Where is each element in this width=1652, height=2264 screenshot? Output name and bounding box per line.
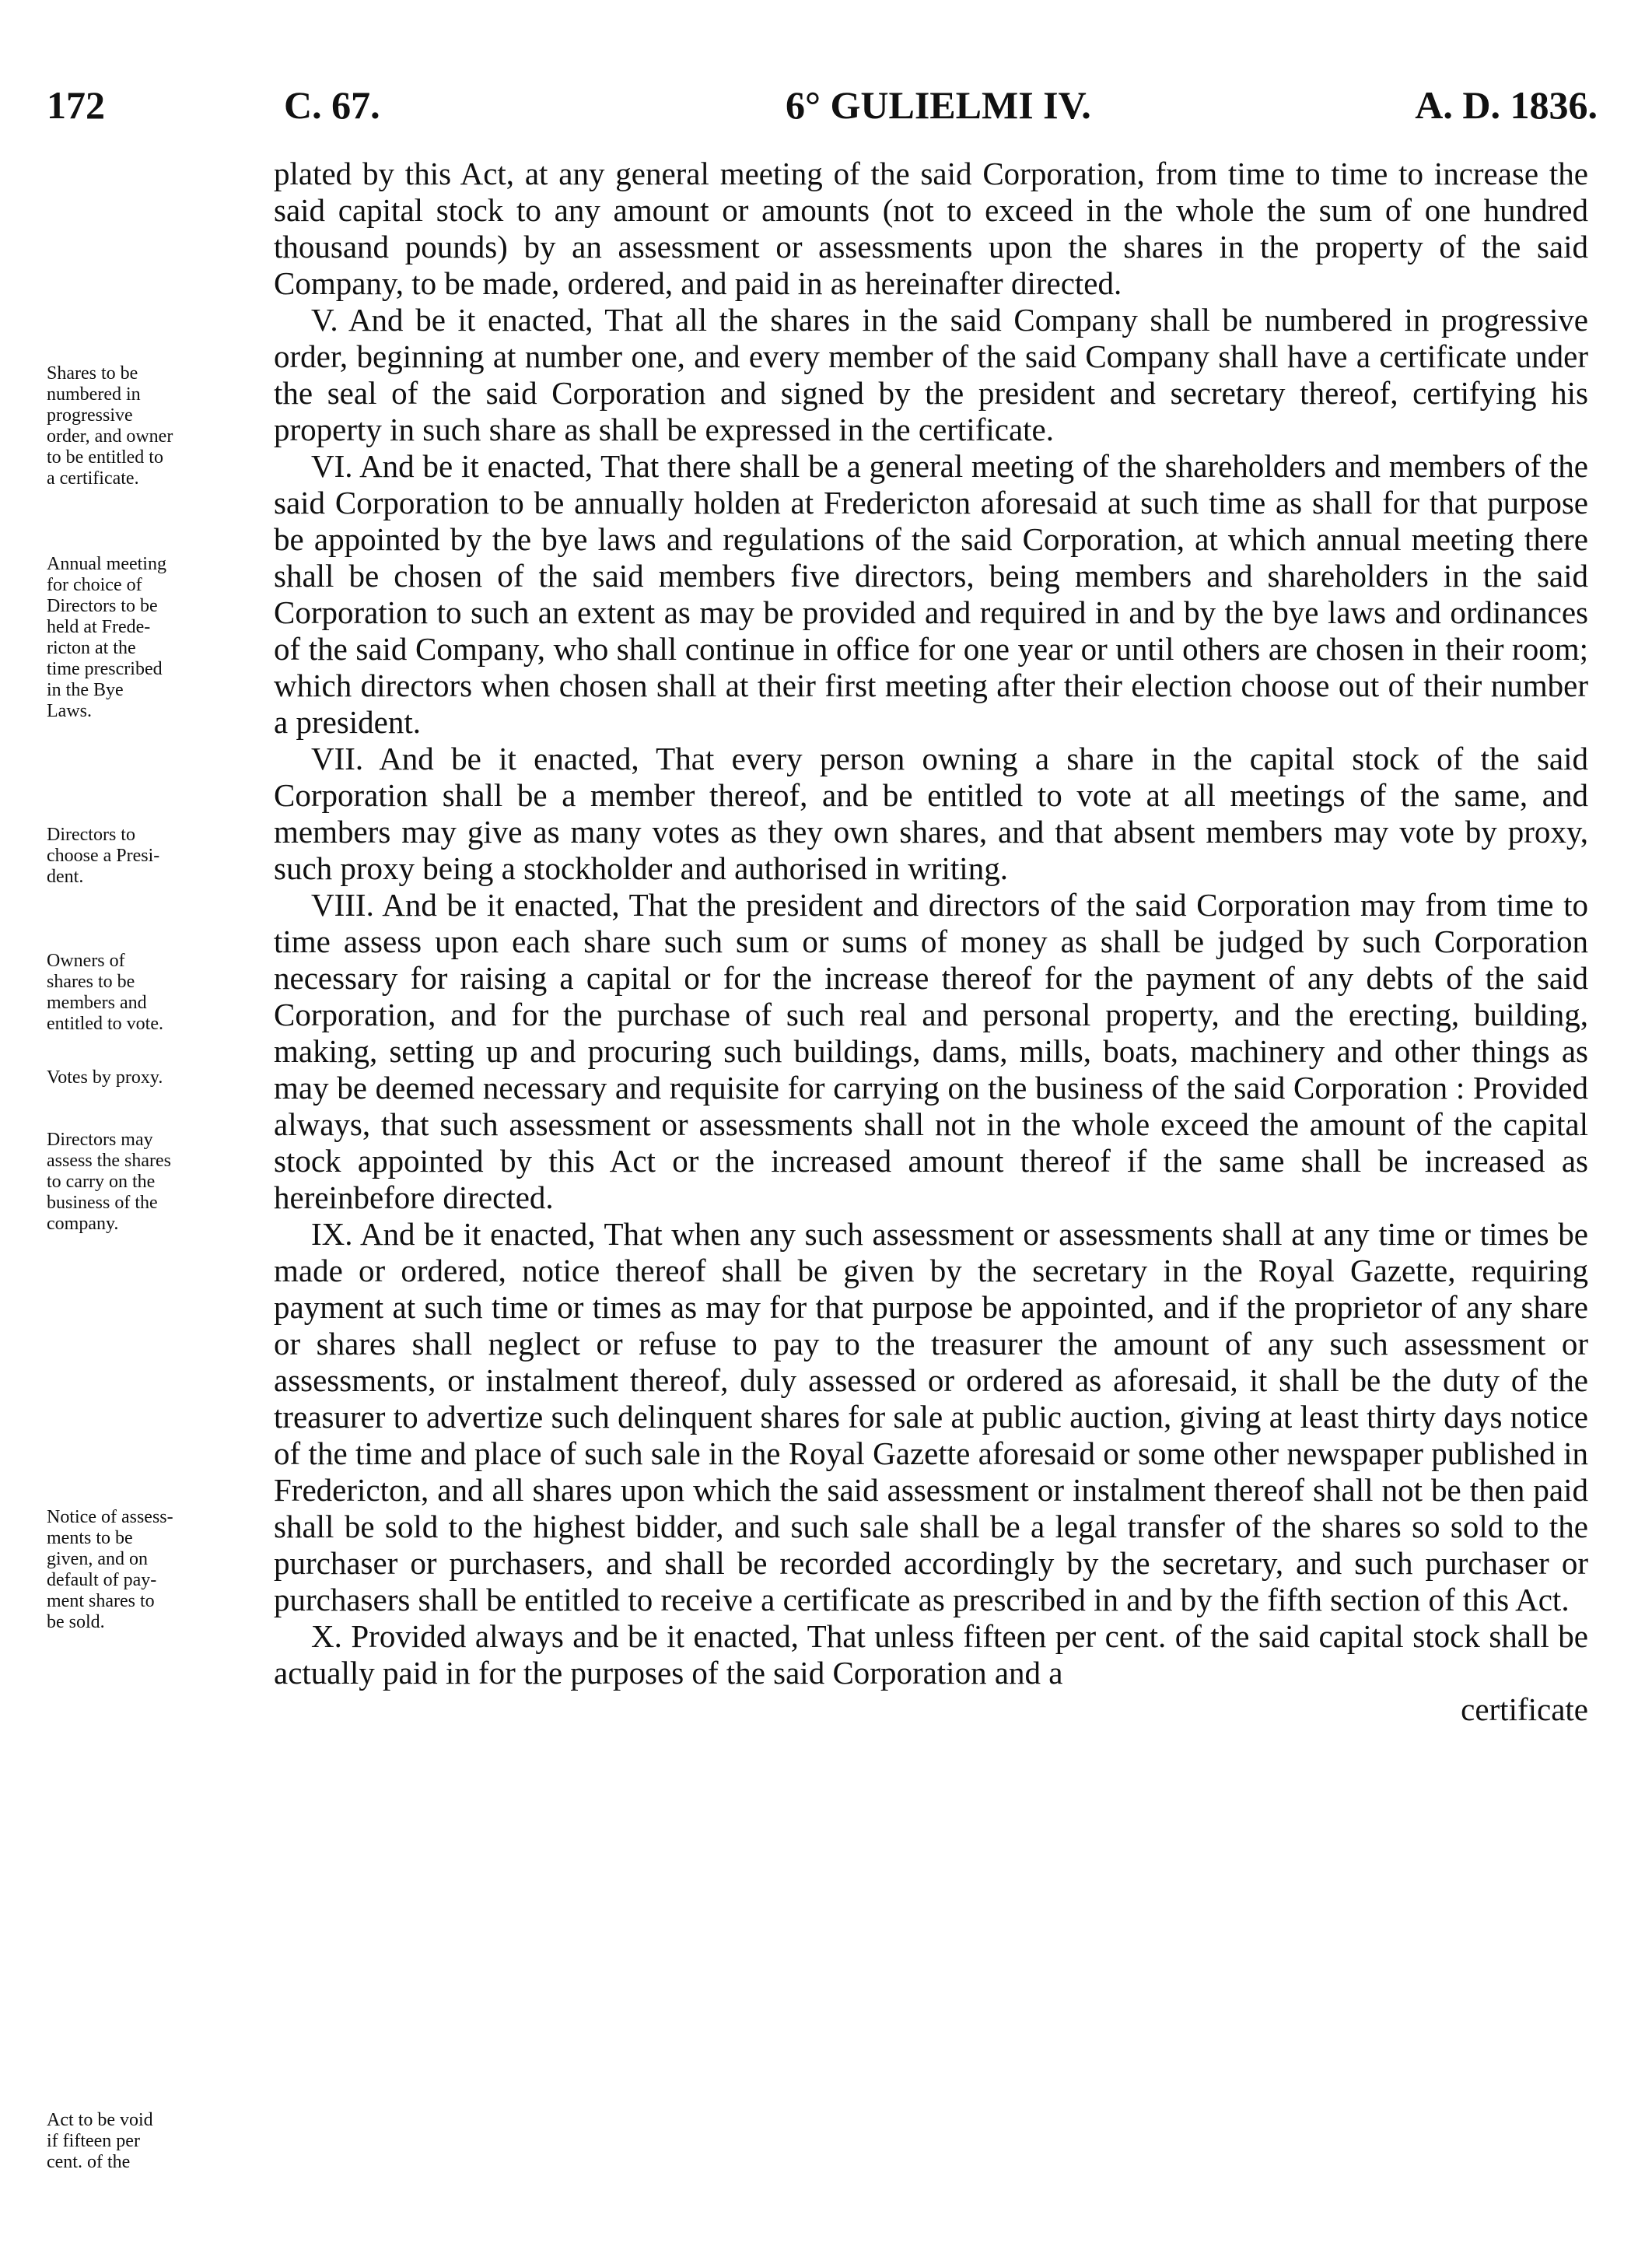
chapter-number: C. 67. — [284, 83, 380, 127]
section-vi: VI. And be it enacted, That there shall be a general meeting of the shareholders and members of the said Corporation to be annually holden at Fredericton aforesaid at such time as shall for that purpose be appointed by the bye laws and regulations of the said Corporation, at which annual meeting there shall be chosen of the said members five directors, being members and shareholders in the said Corporation to such an extent as may be provided and required in and by the bye laws and ordinances of the said Company, who shall continue in office for one year or until others are chosen in their room; which directors when chosen shall at their first meeting after their election choose out of their number a president. — [274, 448, 1588, 740]
regnal-year: 6° GULIELMI IV. — [786, 83, 1091, 127]
marginal-note-proxy: Votes by proxy. — [47, 1067, 163, 1088]
section-v: V. And be it enacted, That all the shares in the said Company shall be numbered in progressive order, beginning at number one, and every member of the said Company shall have a certificate under the seal of the said Corporation and signed by the president and secretary thereof, certifying his property in such share as shall be expressed in the certificate. — [274, 302, 1588, 447]
marginal-note-void: Act to be void if fifteen per cent. of the — [47, 2110, 153, 2172]
paragraph-continuation: plated by this Act, at any general meeting of the said Corporation, from time to time to increase the said capital stock to any amount or amounts (not to exceed in the whole the sum of one hundred thousand pounds) by an assessment or assessments upon the shares in the property of the said Company, to be made, ordered, and paid in as hereinafter directed. — [274, 156, 1588, 301]
section-viii: VIII. And be it enacted, That the president and directors of the said Corporation may from time to time assess upon each share such sum or sums of money as shall be judged by such Corporation necessary for raising a capital or for the increase thereof for the payment of any debts of the said Corporation, and for the purchase of such real and personal property, and the erecting, building, making, setting up and procuring such buildings, dams, mills, boats, machinery and other things as may be deemed necessary and requisite for carrying on the business of the said Corporation : Provided always, that such assessment or assessments shall not in the whole exceed the amount of the capital stock appointed by this Act or the increased amount thereof if the same shall be increased as hereinbefore directed. — [274, 887, 1588, 1215]
catchword: certificate — [1461, 1691, 1588, 1727]
main-text — [274, 156, 1588, 1728]
running-header — [47, 78, 1598, 132]
marginal-note-shares: Shares to be numbered in progressive order, and owner to be entitled to a certificate. — [47, 363, 173, 489]
calendar-year: A. D. 1836. — [1415, 83, 1598, 127]
page-number: 172 — [47, 83, 105, 127]
marginal-note-president: Directors to choose a Presi- dent. — [47, 825, 160, 887]
section-vii: VII. And be it enacted, That every person owning a share in the capital stock of the said Corporation shall be a member thereof, and be entitled to vote at all meetings of the same, and members may give as many votes as they own shares, and that absent members may vote by proxy, such proxy being a stockholder and authorised in writing. — [274, 741, 1588, 886]
marginal-note-owners: Owners of shares to be members and entitled to vote. — [47, 951, 163, 1034]
marginal-note-assess: Directors may assess the shares to carry on the business of the company. — [47, 1130, 171, 1234]
section-x: X. Provided always and be it enacted, That unless fifteen per cent. of the said capital stock shall be actually paid in for the purposes of the said Corporation and a — [274, 1618, 1588, 1691]
section-ix: IX. And be it enacted, That when any such assessment or assessments shall at any time or times be made or ordered, notice thereof shall be given by the secretary in the Royal Gazette, requiring payment at such time or times as may for that purpose be appointed, and if the proprietor of any share or shares shall neglect or refuse to pay to the treasurer the amount of any such assessment or assessments, or instalment thereof, duly assessed or ordered as aforesaid, it shall be the duty of the treasurer to advertize such delinquent shares for sale at public auction, giving at least thirty days notice of the time and place of such sale in the Royal Gazette aforesaid or some other newspaper published in Fredericton, and all shares upon which the said assessment or instalment thereof shall not be then paid shall be sold to the highest bidder, and such sale shall be a legal transfer of the shares so sold to the purchaser or purchasers, and shall be recorded accordingly by the secretary, and such purchaser or purchasers shall be entitled to receive a certificate as prescribed in and by the fifth section of this Act. — [274, 1216, 1588, 1617]
marginal-note-annual-meeting: Annual meeting for choice of Directors to be held at Frede- ricton at the time prescribed in the Bye Laws. — [47, 554, 166, 721]
marginal-note-notice: Notice of assess- ments to be given, and on default of pay- ment shares to be sold. — [47, 1507, 173, 1632]
